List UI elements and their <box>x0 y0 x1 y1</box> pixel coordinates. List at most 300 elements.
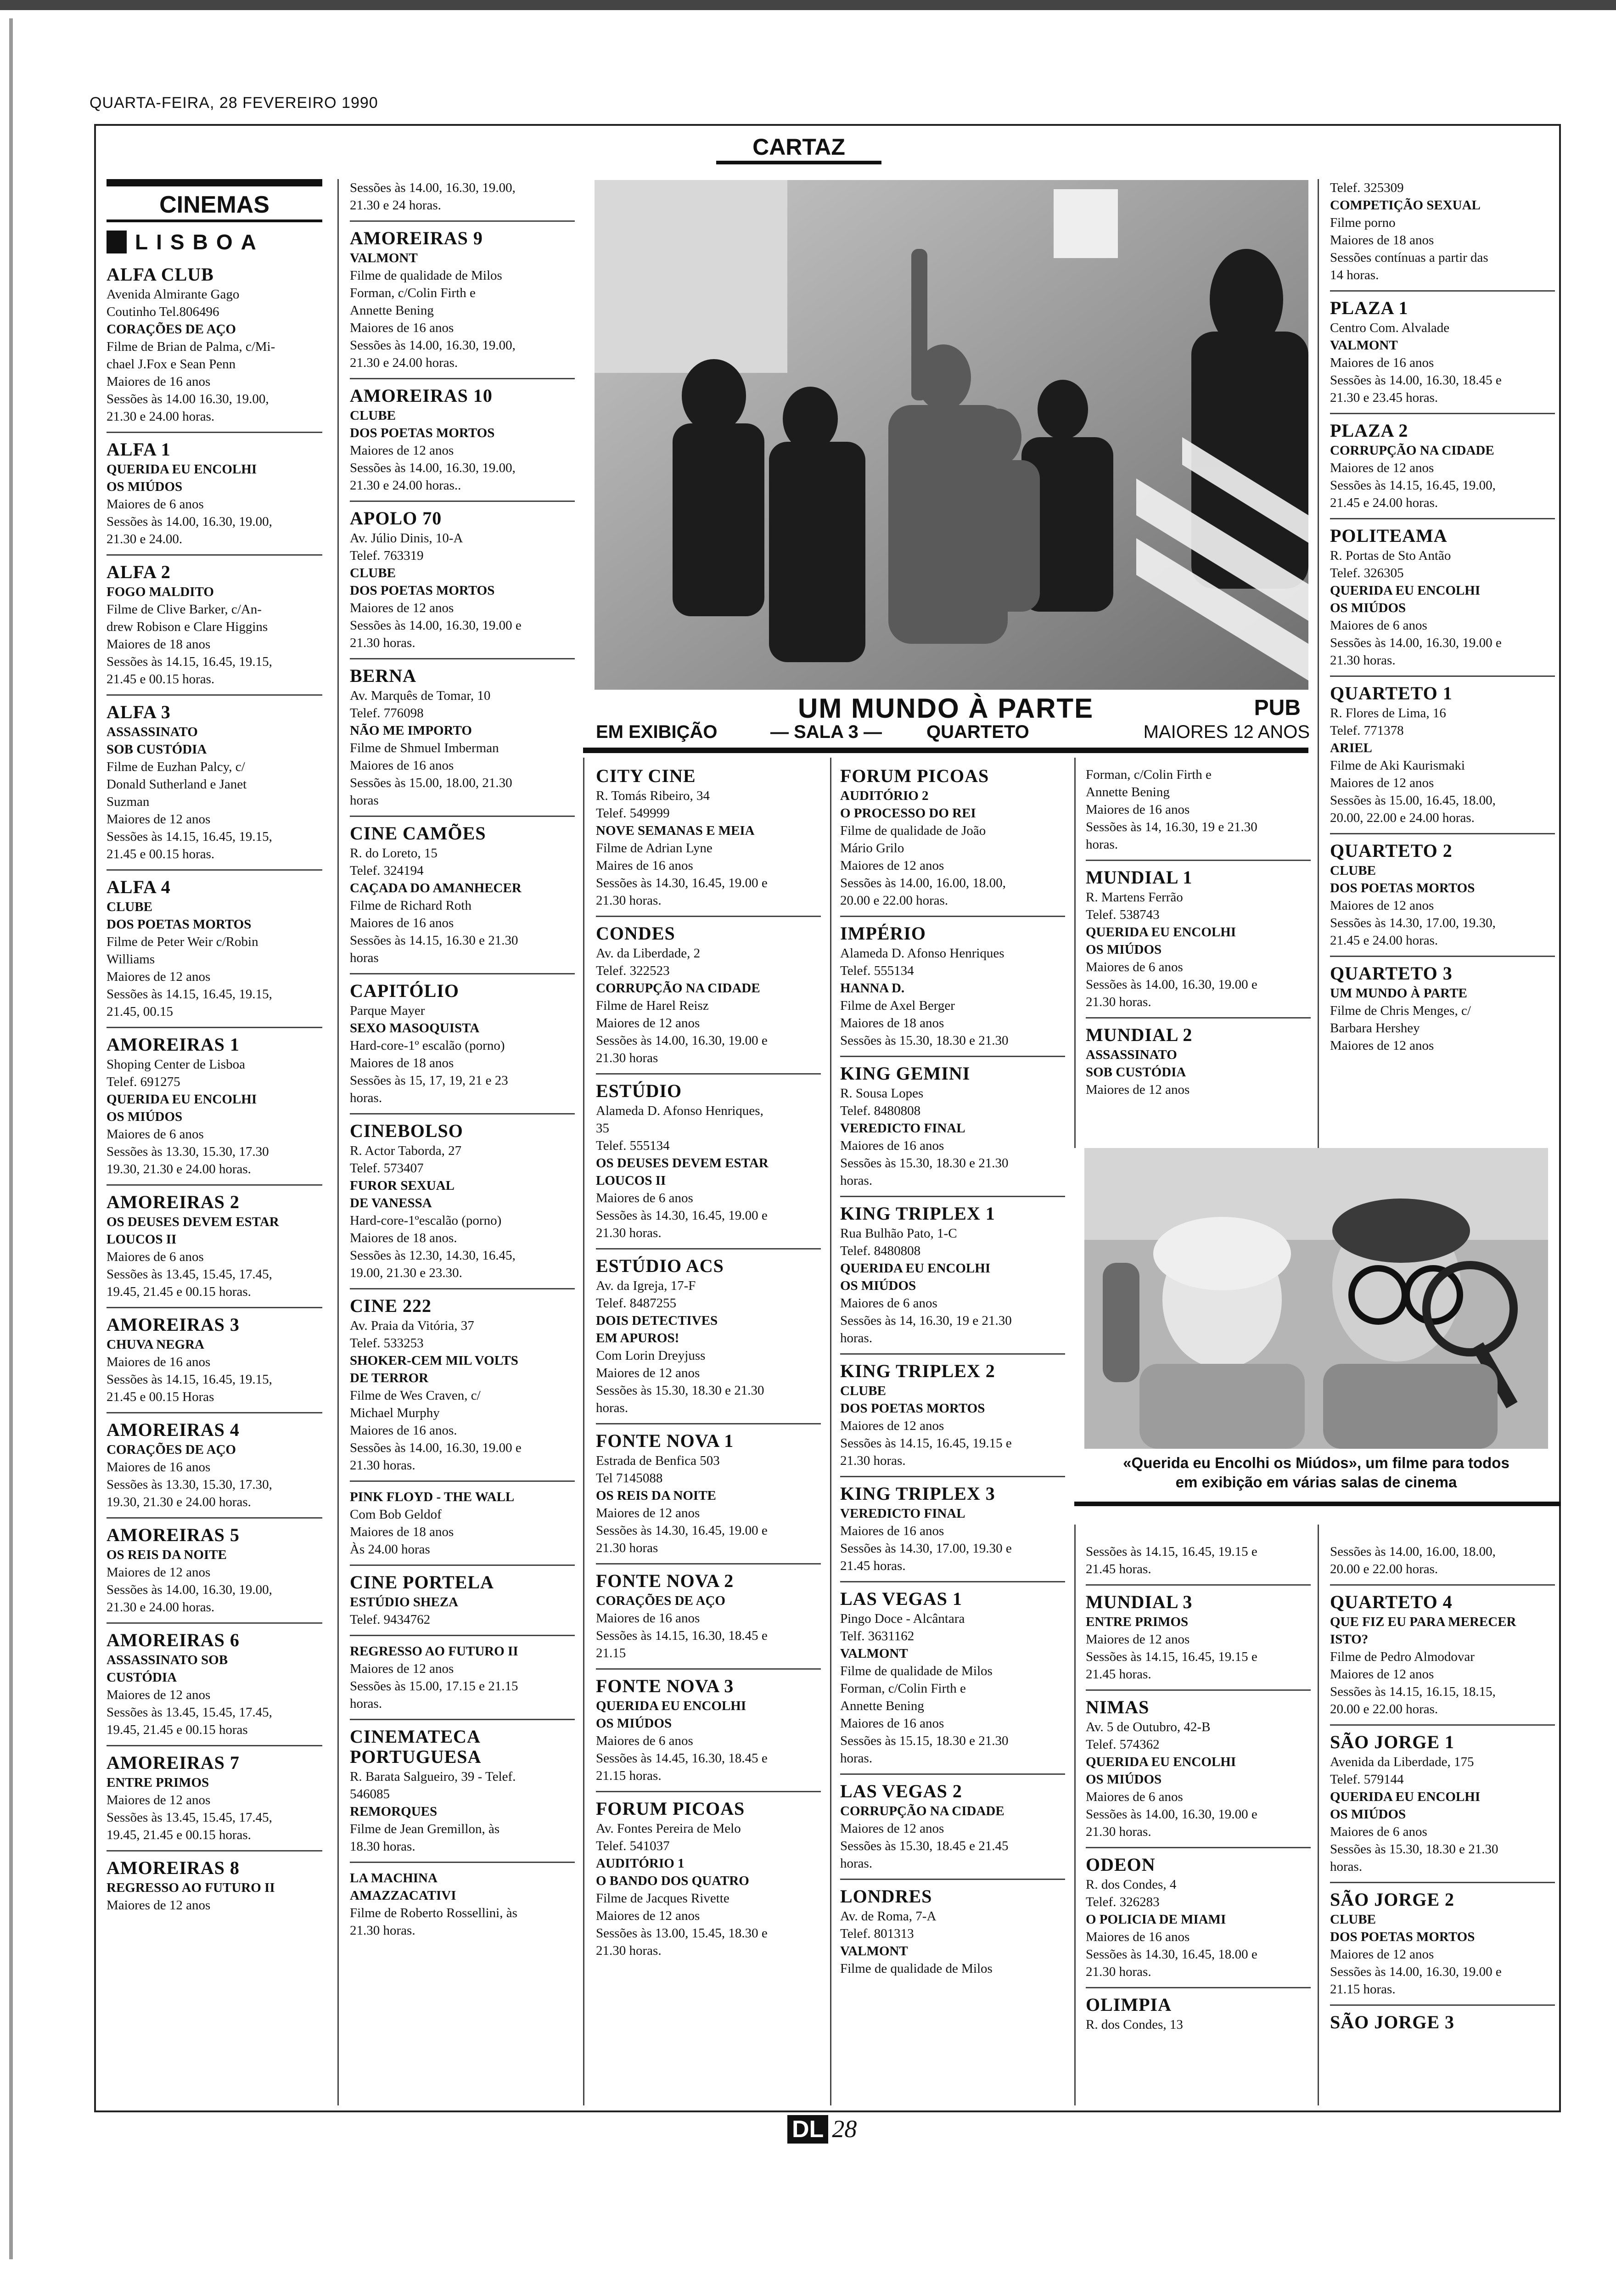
cinema-listing <box>596 1571 821 1670</box>
region-letter: L <box>135 230 148 254</box>
listing-detail: Telef. 771378 <box>1330 723 1404 738</box>
banner-rule <box>583 748 1308 753</box>
listing-detail: Mário Grilo <box>840 841 904 855</box>
cinema-name: QUARTETO 4 <box>1330 1592 1453 1612</box>
cinema-listing <box>107 1525 322 1624</box>
cinema-listing <box>596 1081 821 1249</box>
listing-detail: Annette Bening <box>840 1699 924 1713</box>
section-title: CARTAZ <box>716 133 881 164</box>
listing-detail: 21.45 e 24.00 horas. <box>1330 495 1438 510</box>
listing-detail: Telef. 573407 <box>350 1161 424 1176</box>
listing-detail: 21.45 horas. <box>1086 1667 1151 1682</box>
listing-detail: Maiores de 6 anos <box>107 497 204 512</box>
cinema-listing <box>107 1630 322 1746</box>
listing-detail: 19.30, 21.30 e 24.00 horas. <box>107 1162 251 1176</box>
cinema-name: FONTE NOVA 1 <box>596 1430 734 1451</box>
listing-detail: Sessões às 15.30, 18.30 e 21.30 <box>840 1033 1009 1048</box>
movie-title: ASSASSINATO SOB <box>107 1653 228 1667</box>
listing-detail: Sessões às 13.30, 15.30, 17.30 <box>107 1144 269 1159</box>
listing-detail: Maiores de 16 anos <box>840 1524 944 1538</box>
listing-detail: 21.45 e 24.00 horas. <box>1330 933 1438 948</box>
movie-title: VALMONT <box>1330 338 1398 353</box>
cinema-name: KING TRIPLEX 2 <box>840 1361 995 1381</box>
movie-title: AUDITÓRIO 1 <box>596 1856 685 1871</box>
cinema-listing <box>107 1192 322 1308</box>
movie-title: QUERIDA EU ENCOLHI <box>840 1261 991 1276</box>
cinema-name: QUARTETO 2 <box>1330 840 1453 861</box>
listing-detail: 21.15 horas. <box>596 1768 662 1783</box>
movie-title: QUE FIZ EU PARA MERECER <box>1330 1615 1516 1629</box>
listing-detail: Shoping Center de Lisboa <box>107 1057 246 1072</box>
region-heading <box>107 230 322 254</box>
listing-detail: Filme de Shmuel Imberman <box>350 741 499 755</box>
movie-title: DOS POETAS MORTOS <box>350 426 495 440</box>
column-divider <box>583 758 584 2105</box>
listing-detail: R. Flores de Lima, 16 <box>1330 706 1446 720</box>
listing-detail: Filme de qualidade de Milos <box>840 1961 993 1976</box>
movie-title: CLUBE <box>840 1384 886 1398</box>
listing-detail: Telef. 801313 <box>840 1926 914 1941</box>
listing-detail: R. do Loreto, 15 <box>350 846 438 861</box>
movie-title: ARIEL <box>1330 741 1372 755</box>
cinema-name: AMOREIRAS 3 <box>107 1314 240 1335</box>
movie-title: CLUBE <box>350 566 396 580</box>
cinema-name: LONDRES <box>840 1886 932 1907</box>
cinema-listing <box>1330 683 1555 834</box>
cinema-name: FORUM PICOAS <box>596 1798 745 1819</box>
listing-detail: Maiores de 12 anos <box>596 1908 700 1923</box>
movie-title: DE TERROR <box>350 1371 429 1385</box>
movie-title: QUERIDA EU ENCOLHI <box>1086 1755 1236 1769</box>
listing-detail: Sessões às 15.30, 18.45 e 21.45 <box>840 1839 1009 1853</box>
listing-detail: Maiores de 12 anos <box>107 969 211 984</box>
listing-detail: Filme porno <box>1330 215 1396 230</box>
listing-detail: Às 24.00 horas <box>350 1542 430 1557</box>
movie-title: OS DEUSES DEVEM ESTAR <box>596 1156 769 1171</box>
cinema-name: KING TRIPLEX 3 <box>840 1483 995 1504</box>
photo-caption <box>1084 1453 1548 1492</box>
cinema-listing <box>350 1572 575 1636</box>
movie-title: CORRUPÇÃO NA CIDADE <box>596 981 760 996</box>
listing-detail: 21.30 horas <box>596 1541 658 1555</box>
cinema-name: LAS VEGAS 2 <box>840 1781 962 1801</box>
movie-title: VALMONT <box>840 1646 908 1661</box>
listing-detail: Maiores de 6 anos <box>1330 618 1427 633</box>
movie-title: UM MUNDO À PARTE <box>1330 986 1467 1001</box>
movie-title: DOS POETAS MORTOS <box>350 583 495 598</box>
listing-detail: Forman, c/Colin Firth e <box>840 1681 966 1696</box>
listing-list <box>1330 179 1555 1061</box>
photo-caption-line: «Querida eu Encolhi os Miúdos», um filme para todos <box>1123 1454 1509 1471</box>
listing-detail: Maiores de 18 anos. <box>350 1231 457 1245</box>
movie-title: SOB CUSTÓDIA <box>107 742 207 757</box>
listing-detail: Sessões às 14.15, 16.30, 18.45 e <box>596 1628 768 1643</box>
listing-detail: horas. <box>840 1331 873 1345</box>
listing-detail: 21.30 horas. <box>840 1453 906 1468</box>
cinema-listing <box>1330 298 1555 414</box>
movie-title: QUERIDA EU ENCOLHI <box>1086 925 1236 940</box>
listing-detail: Sessões contínuas a partir das <box>1330 250 1488 265</box>
listing-detail: 19.45, 21.45 e 00.15 horas. <box>107 1828 251 1842</box>
listing-detail: 19.45, 21.45 e 00.15 horas. <box>107 1284 251 1299</box>
listing-detail: Maiores de 18 anos <box>350 1056 454 1070</box>
listing-detail: 21.30 e 24.00 horas. <box>350 355 458 370</box>
movie-title: LOUCOS II <box>107 1232 177 1247</box>
movie-title: REGRESSO AO FUTURO II <box>107 1880 275 1895</box>
listing-detail: R. Martens Ferrão <box>1086 890 1183 905</box>
listing-detail: Av. Marquês de Tomar, 10 <box>350 688 491 703</box>
cinema-listing <box>1330 526 1555 677</box>
listing-detail: Maiores de 12 anos <box>350 601 454 615</box>
listing-detail: Av. 5 de Outubro, 42-B <box>1086 1720 1211 1734</box>
listing-detail: Maiores de 18 anos <box>350 1525 454 1539</box>
photo-illustration <box>595 180 1308 690</box>
listing-detail: Maiores de 16 anos <box>1086 802 1190 817</box>
listing-detail: chael J.Fox e Sean Penn <box>107 357 236 371</box>
movie-title: OS REIS DA NOITE <box>596 1488 716 1503</box>
movie-title: VEREDICTO FINAL <box>840 1506 965 1521</box>
listing-detail: Sessões às 14.15, 16.30 e 21.30 <box>350 933 518 948</box>
movie-title: CORAÇÕES DE AÇO <box>107 1442 236 1457</box>
cinema-name: AMOREIRAS 4 <box>107 1419 240 1440</box>
movie-title: QUERIDA EU ENCOLHI <box>107 1092 257 1107</box>
movie-title: DOS POETAS MORTOS <box>840 1401 985 1416</box>
column-6-top <box>1330 179 1555 1148</box>
listing-detail: Av. da Liberdade, 2 <box>596 946 701 961</box>
listing-detail: 21.30 e 24.00 horas. <box>107 409 215 424</box>
listing-detail: Alameda D. Afonso Henriques, <box>596 1103 763 1118</box>
cinemas-heading: CINEMAS <box>107 190 322 222</box>
listing-detail: Maiores de 6 anos <box>1086 960 1183 974</box>
listing-detail: Maiores de 16 anos <box>840 1138 944 1153</box>
cinema-listing <box>350 1727 575 1863</box>
listing-detail: 20.00 e 22.00 horas. <box>1330 1562 1438 1576</box>
listing-detail: Sessões às 14.15, 16.45, 19.15 e <box>840 1436 1012 1451</box>
movie-title: DOIS DETECTIVES <box>596 1313 718 1328</box>
cinema-name: ALFA 1 <box>107 439 171 460</box>
listing-detail: Maiores de 12 anos <box>1330 898 1434 913</box>
listing-detail: Av. da Igreja, 17-F <box>596 1278 696 1293</box>
column-5-top <box>1086 766 1311 1147</box>
ad-banner <box>591 692 1310 748</box>
movie-title: AUDITÓRIO 2 <box>840 788 929 803</box>
cinema-listing <box>1330 2012 1555 2040</box>
cinema-listing <box>350 508 575 659</box>
cinema-listing <box>1086 1697 1311 1848</box>
movie-title: SEXO MASOQUISTA <box>350 1021 480 1035</box>
region-letter: S <box>170 230 185 254</box>
listing-detail: Sessões às 14.00, 16.00, 18.00, <box>1330 1544 1496 1559</box>
cinema-listing <box>1086 766 1311 861</box>
column-2 <box>350 179 575 2085</box>
listing-detail: Sessões às 14.00, 16.30, 19.00 e <box>350 1441 522 1455</box>
cinema-name: PLAZA 1 <box>1330 298 1408 318</box>
top-scan-band <box>0 0 1616 10</box>
listing-detail: Maiores de 16 anos <box>350 916 454 930</box>
region-letter: A <box>241 230 256 254</box>
listing-detail: 21.45 e 00.15 horas. <box>107 672 215 687</box>
listing-detail: Filme de Clive Barker, c/An- <box>107 602 262 617</box>
movie-title: DOS POETAS MORTOS <box>1330 1930 1475 1944</box>
region-marker <box>107 231 127 253</box>
listing-detail: Filme de qualidade de João <box>840 823 986 838</box>
listing-detail: Telef. 9434762 <box>350 1612 431 1627</box>
movie-title: DOS POETAS MORTOS <box>1330 881 1475 895</box>
listing-detail: Filme de Roberto Rossellini, às <box>350 1906 517 1920</box>
listing-list <box>1086 1543 1311 2040</box>
listing-detail: Maiores de 12 anos <box>107 1688 211 1702</box>
listing-detail: Telef. 555134 <box>596 1138 670 1153</box>
listing-detail: Telef. 574362 <box>1086 1737 1160 1752</box>
listing-detail: Com Lorin Dreyjuss <box>596 1348 706 1363</box>
movie-title: REGRESSO AO FUTURO II <box>350 1644 518 1659</box>
listing-detail: 21.30 e 24 horas. <box>350 198 441 213</box>
cinema-name: AMOREIRAS 8 <box>107 1857 240 1878</box>
listing-detail: Donald Sutherland e Janet <box>107 777 247 792</box>
cinema-listing <box>350 179 575 222</box>
cinema-name: OLIMPIA <box>1086 1994 1172 2015</box>
listing-detail: 21.30 horas. <box>1086 1824 1151 1839</box>
movie-title: ESTÚDIO SHEZA <box>350 1595 459 1609</box>
listing-detail: Sessões às 15, 17, 19, 21 e 23 <box>350 1073 508 1088</box>
listing-detail: horas <box>350 793 379 808</box>
listing-detail: Filme de Brian de Palma, c/Mi- <box>107 339 275 354</box>
listing-detail: 18.30 horas. <box>350 1839 415 1854</box>
movie-title: O PROCESSO DO REI <box>840 806 976 821</box>
column-divider <box>830 758 831 2105</box>
column-1 <box>107 179 322 2085</box>
listing-detail: 21.45 e 00.15 Horas <box>107 1390 214 1404</box>
listing-detail: Maiores de 16 anos <box>596 1611 700 1626</box>
cinema-name: SÃO JORGE 1 <box>1330 1732 1455 1752</box>
cinema-listing <box>840 1064 1065 1197</box>
cinema-name: LAS VEGAS 1 <box>840 1588 962 1609</box>
listing-detail: Sessões às 13.45, 15.45, 17.45, <box>107 1705 272 1720</box>
cinema-name: SÃO JORGE 3 <box>1330 2012 1455 2032</box>
ad-age-rating: MAIORES 12 ANOS <box>1143 722 1310 742</box>
cinema-listing <box>350 228 575 379</box>
movie-title: OS MIÚDOS <box>1330 601 1406 615</box>
listing-detail: 21.30 horas. <box>1086 1964 1151 1979</box>
listing-detail: Maiores de 12 anos <box>350 1661 454 1676</box>
listing-detail: Maiores de 12 anos <box>1330 1038 1434 1053</box>
listing-detail: Filme de Jean Gremillon, às <box>350 1822 500 1836</box>
listing-detail: Maiores de 12 anos <box>107 1793 211 1807</box>
movie-title: CHUVA NEGRA <box>107 1337 204 1352</box>
cinema-name: IMPÉRIO <box>840 923 926 944</box>
cinema-name: KING GEMINI <box>840 1063 971 1084</box>
listing-detail: 21.45, 00.15 <box>107 1004 173 1019</box>
listing-detail: Sessões às 14.00, 16.30, 19.00, <box>350 461 516 475</box>
listing-detail: Sessões às 15.15, 18.30 e 21.30 <box>840 1733 1009 1748</box>
listing-detail: Maiores de 12 anos <box>840 858 944 873</box>
movie-title: NOVE SEMANAS E MEIA <box>596 823 755 838</box>
listing-detail: 21.30 horas. <box>350 1458 415 1473</box>
cinema-listing <box>596 766 821 917</box>
listing-detail: Sessões às 14, 16.30, 19 e 21.30 <box>1086 820 1257 834</box>
column-divider <box>1318 179 1319 1148</box>
cinema-listing <box>840 1589 1065 1775</box>
cinema-name: ESTÚDIO ACS <box>596 1255 724 1276</box>
listing-detail: Sessões às 14.15, 16.45, 19.15 e <box>1086 1544 1257 1559</box>
cinema-name: CINEBOLSO <box>350 1120 463 1141</box>
listing-detail: 19.30, 21.30 e 24.00 horas. <box>107 1495 251 1509</box>
listing-detail: Filme de qualidade de Milos <box>840 1664 993 1678</box>
listing-detail: Avenida Almirante Gago <box>107 287 240 302</box>
listing-detail: Telf. 3631162 <box>840 1629 915 1643</box>
movie-title: SHOKER-CEM MIL VOLTS <box>350 1353 518 1368</box>
listing-detail: Sessões às 15.30, 18.30 e 21.30 <box>840 1156 1009 1171</box>
cinema-listing <box>350 386 575 502</box>
listing-detail: Sessões às 14.30, 16.45, 19.00 e <box>596 1208 768 1223</box>
listing-detail: 21.30 horas <box>596 1051 658 1065</box>
listing-detail: Filme de Axel Berger <box>840 998 955 1013</box>
listing-detail: Sessões às 14.00, 16.30, 19.00, <box>107 1582 272 1597</box>
movie-still-photo-2 <box>1084 1148 1548 1449</box>
listing-detail: horas. <box>350 1696 382 1711</box>
cinema-name: MUNDIAL 2 <box>1086 1024 1193 1045</box>
listing-detail: Filme de Chris Menges, c/ <box>1330 1003 1471 1018</box>
cinema-listing <box>107 1858 322 1920</box>
listing-detail: R. Portas de Sto Antão <box>1330 548 1451 563</box>
listing-detail: Pingo Doce - Alcântara <box>840 1611 965 1626</box>
listing-detail: 20.00 e 22.00 horas. <box>1330 1702 1438 1716</box>
column-6-bottom <box>1330 1543 1555 2103</box>
cinema-name: CINE 222 <box>350 1295 432 1316</box>
photo-caption-line: em exibição em várias salas de cinema <box>1175 1474 1457 1491</box>
listing-detail: horas <box>350 951 379 965</box>
movie-title: CORAÇÕES DE AÇO <box>107 322 236 337</box>
listing-detail: Filme de qualidade de Milos <box>350 268 502 283</box>
section-rule <box>1074 1502 1561 1506</box>
listing-detail: Sessões às 14.15, 16.45, 19.15, <box>107 829 272 844</box>
listing-detail: 21.30 horas. <box>350 636 415 650</box>
listing-detail: Sessões às 14.15, 16.45, 19.00, <box>1330 478 1496 493</box>
listing-list <box>350 179 575 1946</box>
listing-detail: Sessões às 14.00, 16.30, 19.00, <box>350 180 516 195</box>
listing-detail: Maiores de 12 anos <box>107 1898 211 1913</box>
cinema-name: MUNDIAL 1 <box>1086 867 1193 888</box>
listing-detail: Telef. 579144 <box>1330 1772 1404 1787</box>
cinema-listing <box>1330 1592 1555 1726</box>
movie-title: VEREDICTO FINAL <box>840 1121 965 1136</box>
listing-detail: Forman, c/Colin Firth e <box>350 286 476 300</box>
movie-title: VALMONT <box>350 251 418 265</box>
movie-title: REMORQUES <box>350 1804 438 1819</box>
listing-detail: Maiores de 12 anos <box>596 1506 700 1520</box>
listing-detail: Centro Com. Alvalade <box>1330 321 1450 335</box>
heading-bar <box>107 179 322 186</box>
movie-title: OS MIÚDOS <box>596 1716 672 1731</box>
region-letter: O <box>216 230 233 254</box>
cinema-name: CINE CAMÕES <box>350 823 486 844</box>
listing-detail: Maiores de 12 anos <box>1086 1082 1190 1097</box>
movie-title: DE VANESSA <box>350 1196 432 1210</box>
listing-detail: horas. <box>1330 1859 1363 1874</box>
listing-detail: Sessões às 14.00, 16.30, 19.00 e <box>1086 1807 1257 1822</box>
listing-detail: 21.30 e 23.45 horas. <box>1330 390 1438 405</box>
cinema-listing <box>107 562 322 696</box>
cinema-listing <box>1330 841 1555 957</box>
listing-detail: Filme de Aki Kaurismaki <box>1330 758 1465 773</box>
listing-detail: Maiores de 12 anos <box>1330 1667 1434 1682</box>
movie-title: ASSASSINATO <box>1086 1047 1177 1062</box>
movie-title: LA MACHINA <box>350 1871 438 1885</box>
movie-title: QUERIDA EU ENCOLHI <box>107 462 257 477</box>
cinema-listing <box>840 1484 1065 1582</box>
cinema-listing <box>1330 179 1555 292</box>
cinema-listing <box>350 1869 575 1946</box>
listing-detail: Maiores de 18 anos <box>107 637 211 652</box>
listing-detail: horas. <box>596 1401 628 1415</box>
listing-detail: Sessões às 14.30, 16.45, 19.00 e <box>596 1523 768 1538</box>
movie-title: CORRUPÇÃO NA CIDADE <box>1330 443 1494 458</box>
cinema-name: POLITEAMA <box>1330 525 1448 546</box>
listing-detail: Maiores de 12 anos <box>840 1418 944 1433</box>
listing-detail: Sessões às 15.00, 17.15 e 21.15 <box>350 1679 518 1694</box>
listing-detail: Sessões às 14.00, 16.30, 19.00 e <box>1330 636 1502 650</box>
cinema-listing <box>350 1488 575 1566</box>
region-letter: I <box>156 230 162 254</box>
listing-detail: Maiores de 16 anos <box>840 1716 944 1731</box>
page-footer <box>787 2115 857 2144</box>
listing-detail: R. Sousa Lopes <box>840 1086 924 1101</box>
cinema-name: PLAZA 2 <box>1330 420 1408 441</box>
listing-detail: Sessões às 14.00 16.30, 19.00, <box>107 392 269 406</box>
movie-title: ENTRE PRIMOS <box>107 1775 209 1790</box>
listing-detail: 21.45 e 00.15 horas. <box>107 847 215 861</box>
movie-title: CLUBE <box>350 408 396 423</box>
listing-detail: horas. <box>1086 837 1118 852</box>
movie-title: COMPETIÇÃO SEXUAL <box>1330 198 1481 213</box>
movie-title: OS MIÚDOS <box>107 1109 183 1124</box>
listing-detail: Sessões às 14.15, 16.45, 19.15, <box>107 654 272 669</box>
listing-detail: Sessões às 14.15, 16.45, 19.15 e <box>1086 1649 1257 1664</box>
cinema-name: CINE PORTELA <box>350 1572 494 1593</box>
cinema-name: FONTE NOVA 2 <box>596 1570 734 1591</box>
listing-detail: Maiores de 16 anos <box>350 321 454 335</box>
cinema-name: FORUM PICOAS <box>840 766 989 786</box>
listing-detail: Maiores de 16 anos <box>1086 1930 1190 1944</box>
listing-detail: horas. <box>350 1091 382 1105</box>
left-scan-edge <box>9 18 13 2259</box>
cinema-listing <box>107 439 322 556</box>
listing-detail: horas. <box>840 1856 873 1871</box>
listing-detail: Sessões às 14.15, 16.45, 19.15, <box>107 987 272 1002</box>
cinema-name: CAPITÓLIO <box>350 980 459 1001</box>
listing-detail: Maiores de 18 anos <box>1330 233 1434 248</box>
column-4 <box>840 766 1065 2296</box>
listing-detail: Alameda D. Afonso Henriques <box>840 946 1004 961</box>
cinema-listing <box>1086 1592 1311 1691</box>
listing-detail: 19.00, 21.30 e 23.30. <box>350 1266 462 1280</box>
listing-detail: Michael Murphy <box>350 1406 440 1420</box>
cinema-listing <box>840 923 1065 1057</box>
cinema-listing <box>1330 421 1555 519</box>
listing-detail: Sessões às 14.00, 16.30, 19.00, <box>107 514 272 529</box>
listing-detail: Telef. 8480808 <box>840 1244 921 1258</box>
listing-detail: Forman, c/Colin Firth e <box>1086 767 1212 782</box>
cinema-listing <box>1086 1855 1311 1988</box>
cinema-listing <box>350 1643 575 1720</box>
ad-pub-label: PUB <box>1254 696 1301 720</box>
listing-detail: 20.00, 22.00 e 24.00 horas. <box>1330 810 1475 825</box>
listing-detail: Williams <box>107 952 155 967</box>
listing-detail: Sessões às 12.30, 14.30, 16.45, <box>350 1248 516 1263</box>
listing-detail: Annette Bening <box>350 303 434 318</box>
listing-detail: Com Bob Geldof <box>350 1507 442 1522</box>
listing-detail: Maiores de 12 anos <box>350 443 454 458</box>
